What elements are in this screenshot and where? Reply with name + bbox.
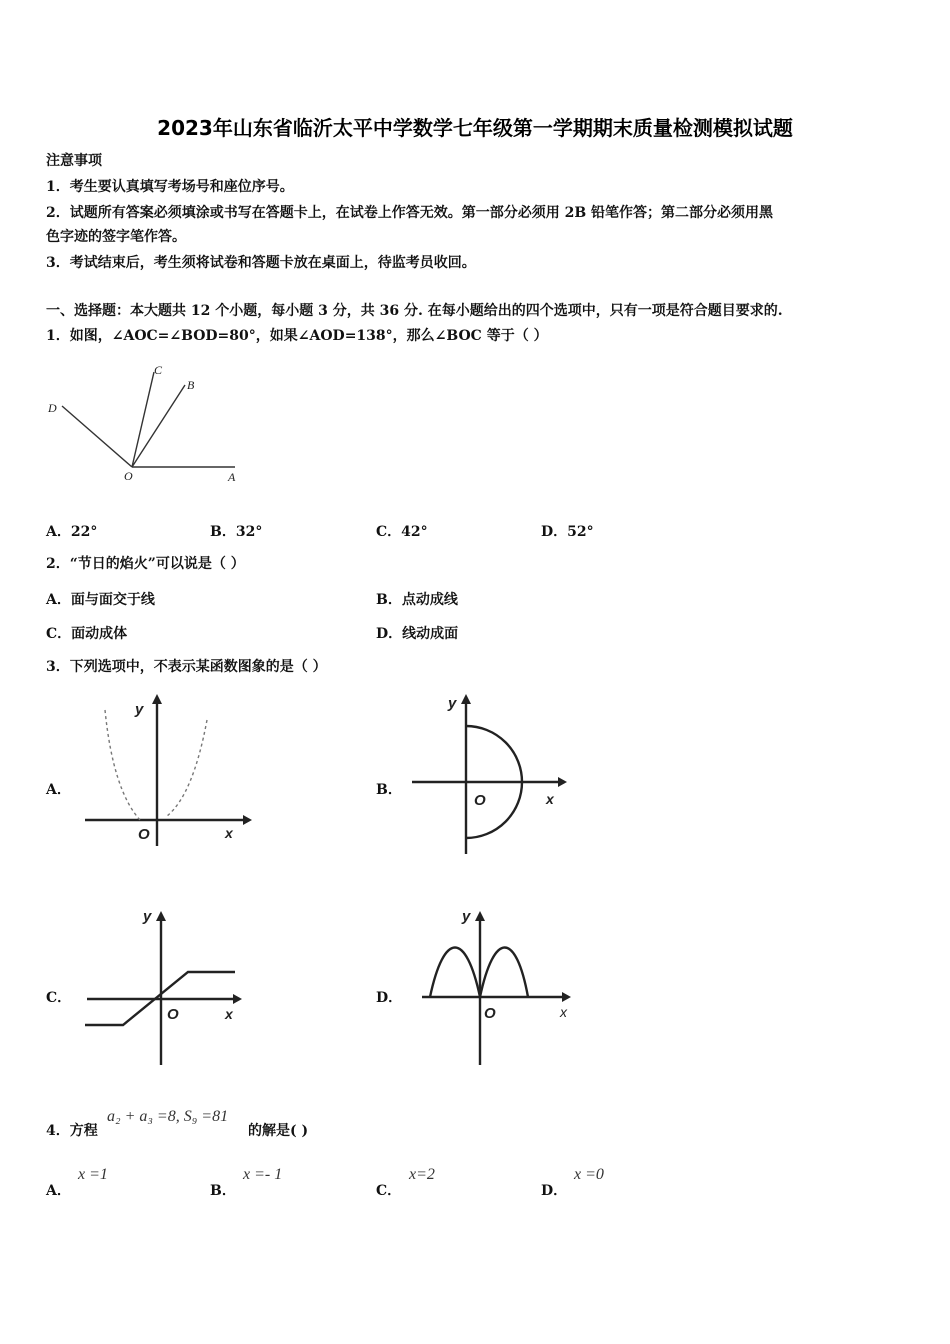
q3-graph-a bbox=[85, 690, 255, 850]
q3-graph-b bbox=[410, 688, 575, 858]
label-o: O bbox=[124, 469, 133, 483]
axis-y-label: y bbox=[462, 908, 471, 925]
q3-option-b: B． bbox=[376, 782, 402, 798]
section-heading: 一、选择题：本大题共 12 个小题，每小题 3 分，共 36 分. 在每小题给出的四个选项中，只有一项是符合题目要求的. bbox=[46, 303, 783, 319]
notice-item: 1．考生要认真填写考场号和座位序号。 bbox=[46, 179, 294, 195]
q3-graph-c bbox=[85, 905, 250, 1070]
label-c: C bbox=[154, 363, 163, 377]
axis-y-label: y bbox=[135, 701, 144, 718]
notice-item: 2．试题所有答案必须填涂或书写在答题卡上，在试卷上作答无效。第一部分必须用 2B 铅笔作答；第二部分必须用黑 bbox=[46, 205, 774, 221]
q1-angle-figure bbox=[40, 360, 260, 490]
q4-option-a: A． bbox=[46, 1183, 71, 1199]
origin-label: O bbox=[167, 1006, 179, 1023]
q1-option-d: D．52° bbox=[541, 524, 594, 540]
q4-stem-suffix: 的解是( ) bbox=[248, 1123, 309, 1139]
origin-label: O bbox=[138, 826, 150, 843]
q4-formula: a₂ + a₃ =8, S₉ =81 bbox=[107, 1108, 229, 1125]
q2-stem: 2．“节日的焰火”可以说是（ ） bbox=[46, 556, 245, 572]
label-d: D bbox=[48, 401, 57, 415]
label-b: B bbox=[187, 378, 195, 392]
notice-item: 色字迹的签字笔作答。 bbox=[46, 229, 186, 245]
q3-option-a: A． bbox=[46, 782, 71, 798]
notice-item: 3．考试结束后，考生须将试卷和答题卡放在桌面上，待监考员收回。 bbox=[46, 255, 476, 271]
q1-option-c: C．42° bbox=[376, 524, 428, 540]
q4-stem-prefix: 4．方程 bbox=[46, 1123, 98, 1139]
q4-option-c-value: x=2 bbox=[409, 1166, 435, 1183]
q2-option-d: D．线动成面 bbox=[376, 626, 459, 642]
axis-x-label: x bbox=[225, 1006, 233, 1022]
q2-option-b: B．点动成线 bbox=[376, 592, 458, 608]
origin-label: O bbox=[474, 792, 486, 809]
axis-x-label: x bbox=[560, 1004, 567, 1020]
q2-option-c: C．面动成体 bbox=[46, 626, 128, 642]
q4-option-c: C． bbox=[376, 1183, 402, 1199]
q1-option-b: B．32° bbox=[210, 524, 263, 540]
q3-stem: 3．下列选项中，不表示某函数图象的是（ ） bbox=[46, 659, 327, 675]
origin-label: O bbox=[484, 1005, 496, 1022]
q1-stem: 1．如图，∠AOC=∠BOD=80°，如果∠AOD=138°，那么∠BOC 等于（ ） bbox=[46, 328, 548, 344]
q4-option-a-value: x =1 bbox=[78, 1166, 108, 1183]
q2-option-a: A．面与面交于线 bbox=[46, 592, 155, 608]
q1-option-a: A．22° bbox=[46, 524, 98, 540]
q3-option-c: C． bbox=[46, 990, 72, 1006]
axis-x-label: x bbox=[225, 825, 233, 841]
notice-heading: 注意事项 bbox=[46, 153, 102, 169]
q3-graph-d bbox=[420, 905, 580, 1070]
axis-y-label: y bbox=[448, 695, 457, 712]
q4-option-b: B． bbox=[210, 1183, 236, 1199]
q3-option-d: D． bbox=[376, 990, 403, 1006]
label-a: A bbox=[228, 470, 236, 484]
page-title: 2023年山东省临沂太平中学数学七年级第一学期期末质量检测模拟试题 bbox=[157, 116, 793, 140]
q4-option-d-value: x =0 bbox=[574, 1166, 604, 1183]
axis-x-label: x bbox=[546, 791, 554, 807]
q4-option-b-value: x =- 1 bbox=[243, 1166, 283, 1183]
axis-y-label: y bbox=[143, 908, 152, 925]
q4-option-d: D． bbox=[541, 1183, 568, 1199]
